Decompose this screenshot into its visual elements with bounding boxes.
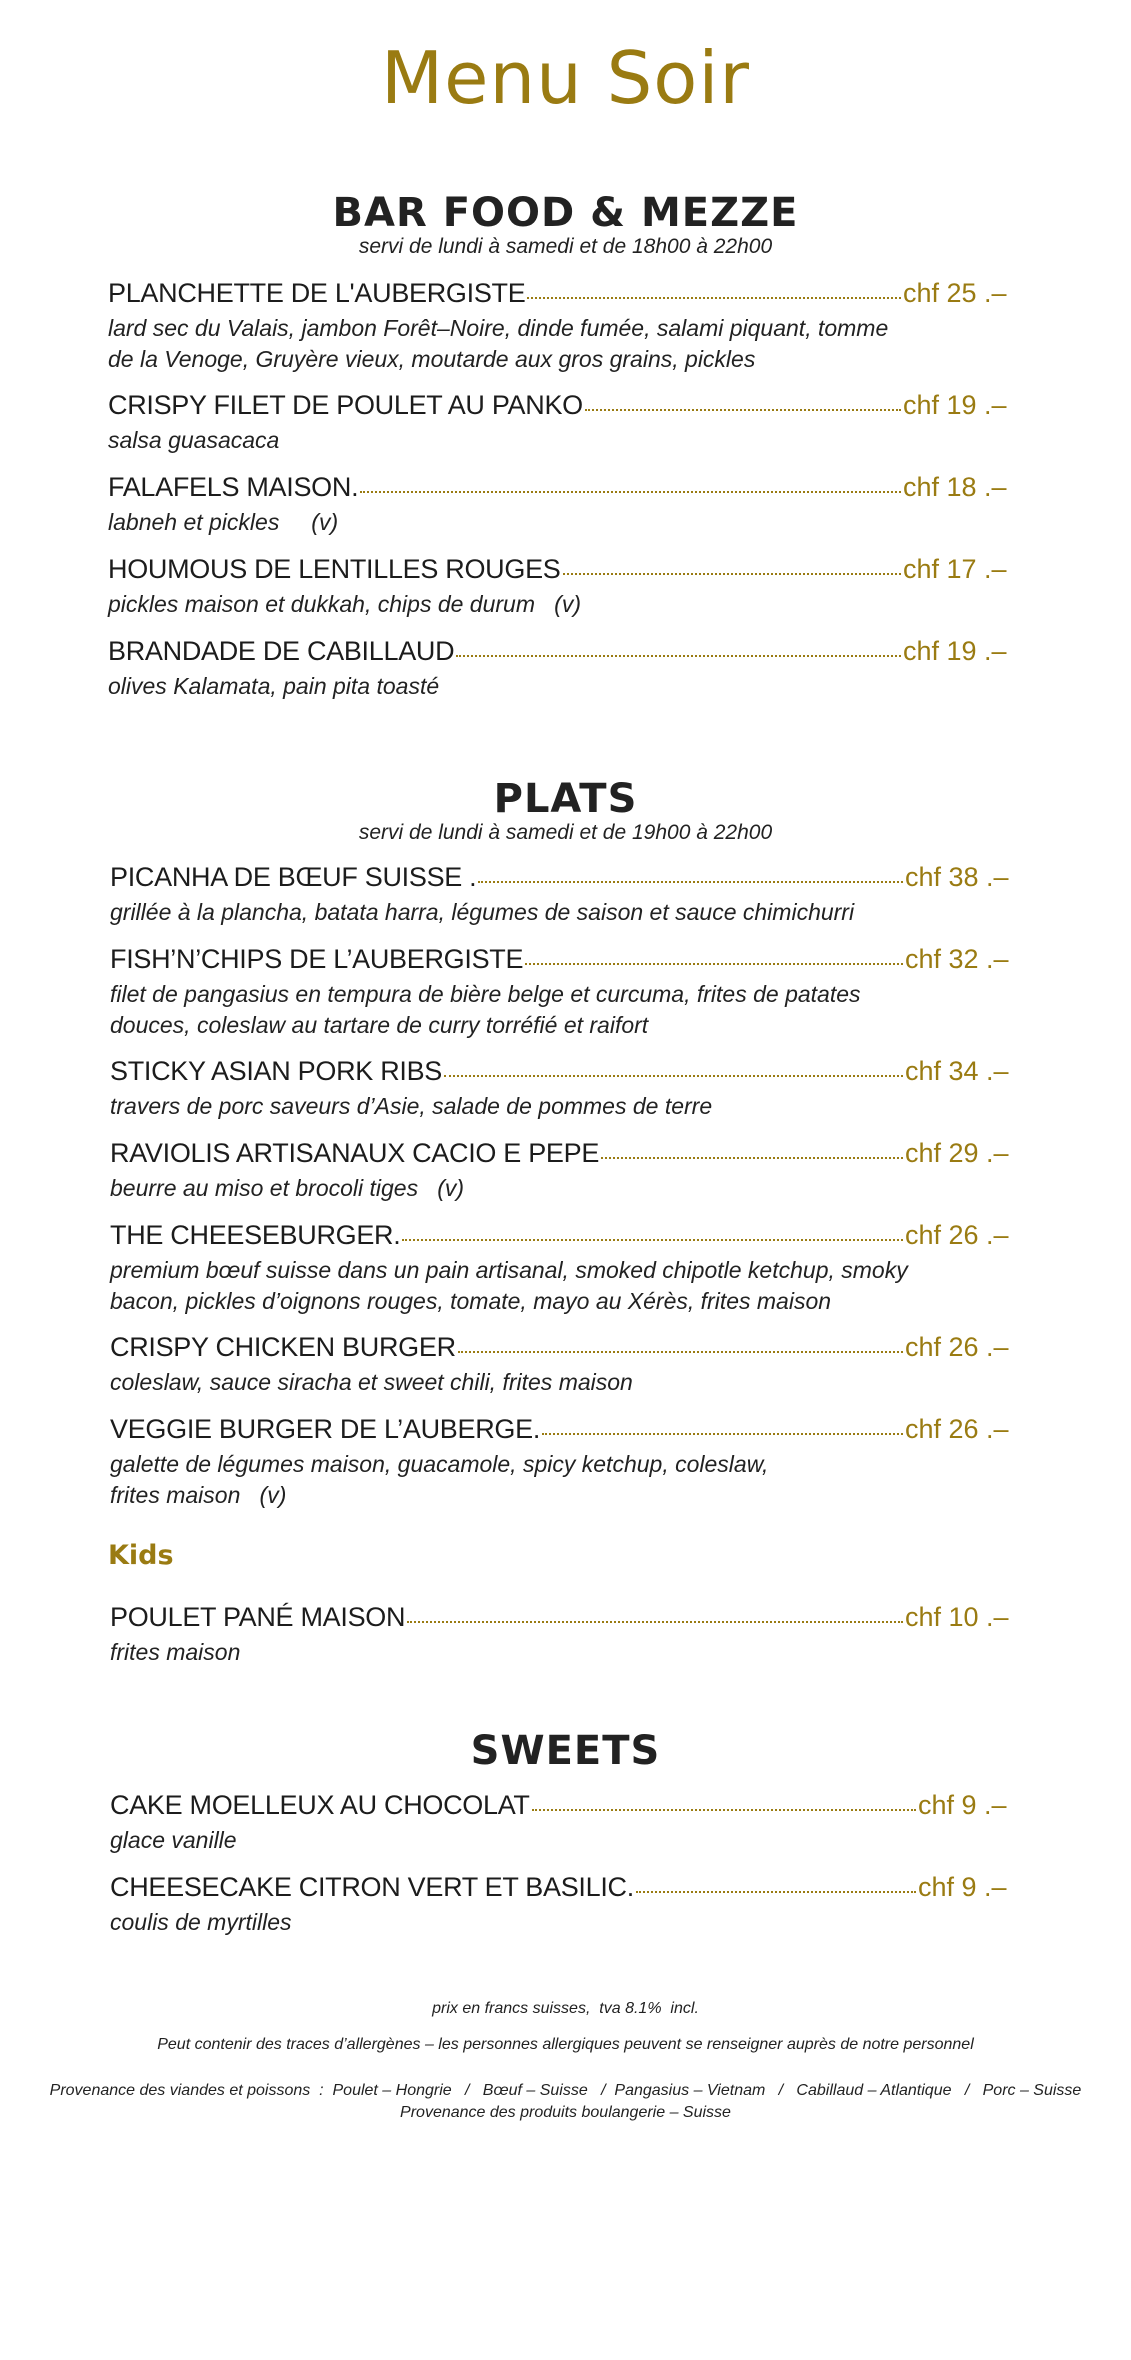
section-title-bar-food: BAR FOOD & MEZZE (332, 190, 799, 236)
item-description: olives Kalamata, pain pita toasté (108, 673, 440, 699)
section-subtitle-bar-food: servi de lundi à samedi et de 18h00 à 22h00 (358, 235, 773, 258)
dot-leader (360, 491, 901, 493)
item-description: filet de pangasius en tempura de bière belge et curcuma, frites de patates douces, coleslaw au tartare de curry torréfié et raifort (110, 981, 861, 1038)
item-name: VEGGIE BURGER DE L’AUBERGE. (110, 1414, 541, 1444)
dot-leader (585, 409, 901, 411)
item-price: chf 26 .– (905, 1332, 1009, 1362)
item-name: RAVIOLIS ARTISANAUX CACIO E PEPE (110, 1138, 600, 1168)
dot-leader (407, 1621, 903, 1623)
item-price: chf 9 .– (918, 1790, 1007, 1820)
item-name: FALAFELS MAISON. (108, 472, 359, 502)
menu-item-houmous (108, 554, 1008, 620)
menu-item-veggie-burger (110, 1414, 1010, 1511)
section-subtitle-plats: servi de lundi à samedi et de 19h00 à 22h00 (358, 821, 773, 844)
menu-item-raviolis (110, 1138, 1010, 1204)
item-description: coleslaw, sauce siracha et sweet chili, frites maison (110, 1369, 633, 1395)
item-price: chf 34 .– (905, 1056, 1009, 1086)
item-description: labneh et pickles (v) (108, 509, 339, 535)
menu-item-cheesecake (110, 1872, 1010, 1938)
menu-item-cheeseburger (110, 1220, 1010, 1317)
section-title-plats: PLATS (493, 776, 638, 822)
dot-leader (478, 881, 903, 883)
menu-item-brandade (108, 636, 1008, 702)
item-name: STICKY ASIAN PORK RIBS (110, 1056, 443, 1086)
menu-item-crispy-filet (108, 390, 1008, 456)
footer-allergens: Peut contenir des traces d’allergènes – les personnes allergiques peuvent se renseigner auprès de notre personnel (157, 2036, 974, 2053)
item-price: chf 25 .– (903, 278, 1007, 308)
item-price: chf 10 .– (905, 1602, 1009, 1632)
dot-leader (636, 1891, 916, 1893)
item-price: chf 38 .– (905, 862, 1009, 892)
item-price: chf 26 .– (905, 1414, 1009, 1444)
dot-leader (458, 1351, 903, 1353)
item-description: frites maison (110, 1639, 241, 1665)
section-title-sweets: SWEETS (470, 1728, 661, 1774)
section-title-kids: Kids (108, 1540, 174, 1571)
item-price: chf 29 .– (905, 1138, 1009, 1168)
item-price: chf 9 .– (918, 1872, 1007, 1902)
dot-leader (542, 1433, 903, 1435)
item-name: HOUMOUS DE LENTILLES ROUGES (108, 554, 561, 584)
footer-origin-meat: Provenance des viandes et poissons : Poulet – Hongrie / Bœuf – Suisse / Pangasius – Vietnam / Cabillaud – Atlantique / Porc – Suisse (49, 2082, 1082, 2099)
menu-item-poulet-pane (110, 1602, 1010, 1668)
dot-leader (402, 1239, 903, 1241)
item-description: glace vanille (110, 1827, 237, 1853)
item-name: CRISPY CHICKEN BURGER (110, 1332, 456, 1362)
menu-item-chicken-burger (110, 1332, 1010, 1398)
menu-item-planchette (108, 278, 1008, 375)
item-name: THE CHEESEBURGER. (110, 1220, 401, 1250)
dot-leader (444, 1075, 903, 1077)
dot-leader (527, 297, 901, 299)
item-name: CAKE MOELLEUX AU CHOCOLAT (110, 1790, 530, 1820)
dot-leader (563, 573, 902, 575)
item-description: lard sec du Valais, jambon Forêt–Noire, dinde fumée, salami piquant, tomme de la Venoge, Gruyère vieux, moutarde aux gros grains, pickles (108, 315, 889, 372)
item-description: pickles maison et dukkah, chips de durum (v) (108, 591, 581, 617)
item-price: chf 26 .– (905, 1220, 1009, 1250)
item-description: grillée à la plancha, batata harra, légumes de saison et sauce chimichurri (110, 899, 855, 925)
item-description: salsa guasacaca (108, 427, 280, 453)
item-description: travers de porc saveurs d’Asie, salade de pommes de terre (110, 1093, 713, 1119)
item-name: BRANDADE DE CABILLAUD (108, 636, 455, 666)
item-description: premium bœuf suisse dans un pain artisanal, smoked chipotle ketchup, smoky bacon, pickles d’oignons rouges, tomate, mayo au Xérès, frites maison (110, 1257, 908, 1314)
item-name: FISH’N’CHIPS DE L’AUBERGISTE (110, 944, 524, 974)
menu-item-pork-ribs (110, 1056, 1010, 1122)
dot-leader (532, 1809, 916, 1811)
item-name: CRISPY FILET DE POULET AU PANKO (108, 390, 583, 420)
menu-item-picanha (110, 862, 1010, 928)
item-description: beurre au miso et brocoli tiges (v) (110, 1175, 465, 1201)
footer-prices: prix en francs suisses, tva 8.1% incl. (432, 2000, 699, 2017)
item-name: POULET PANÉ MAISON (110, 1602, 406, 1632)
item-price: chf 19 .– (903, 390, 1007, 420)
item-price: chf 18 .– (903, 472, 1007, 502)
item-price: chf 17 .– (903, 554, 1007, 584)
menu-item-cake-chocolat (110, 1790, 1010, 1856)
page-title: Menu Soir (381, 36, 750, 120)
item-price: chf 19 .– (903, 636, 1007, 666)
item-name: PICANHA DE BŒUF SUISSE . (110, 862, 477, 892)
dot-leader (525, 963, 903, 965)
menu-item-falafels (108, 472, 1008, 538)
footer-origin-bakery: Provenance des produits boulangerie – Suisse (400, 2104, 731, 2121)
item-name: PLANCHETTE DE L'AUBERGISTE (108, 278, 526, 308)
item-description: galette de légumes maison, guacamole, spicy ketchup, coleslaw, frites maison (v) (110, 1451, 775, 1508)
menu-item-fish-n-chips (110, 944, 1010, 1041)
item-description: coulis de myrtilles (110, 1909, 292, 1935)
item-price: chf 32 .– (905, 944, 1009, 974)
item-name: CHEESECAKE CITRON VERT ET BASILIC. (110, 1872, 634, 1902)
dot-leader (456, 655, 901, 657)
dot-leader (601, 1157, 903, 1159)
